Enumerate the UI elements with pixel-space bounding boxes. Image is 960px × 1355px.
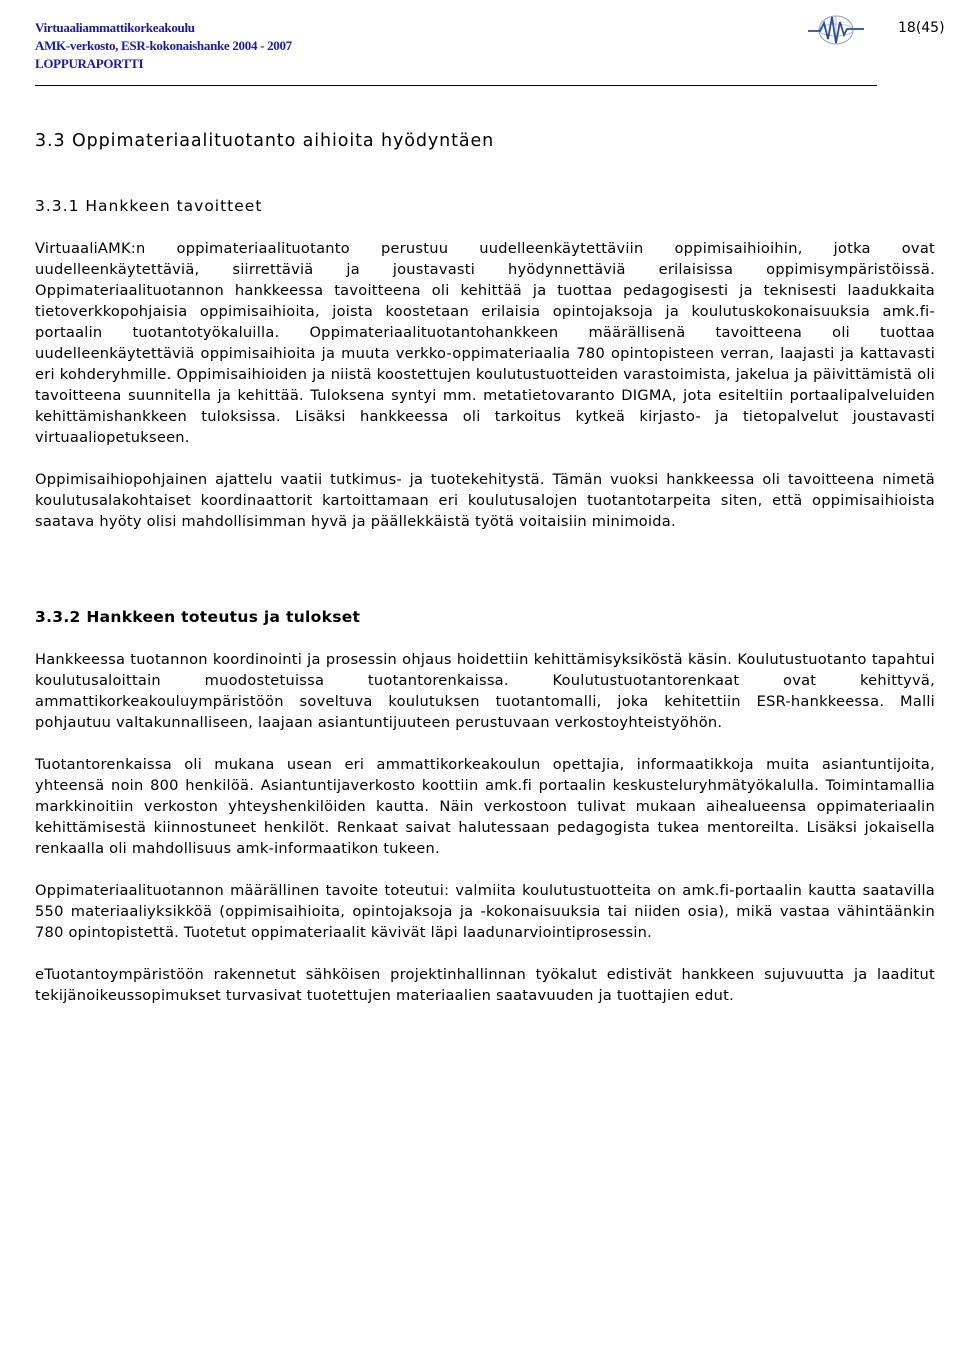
header-institution: Virtuaaliammattikorkeakoulu — [35, 20, 195, 35]
header-divider — [35, 85, 877, 86]
goals-paragraph-1: VirtuaaliAMK:n oppimateriaalituotanto perustuu uudelleenkäytettäviin oppimisaihioihin, jotka ovat uudelleenkäytettäviä, siirrettäviä ja joustavasti hyödynnettäviä erilaisissa oppimisympäristöissä. Oppimateriaalituotannon hankkeessa tavoitteena oli kehittää ja tuottaa pedagogisesti ja teknisesti laadukkaita tietoverkkopohjaisia oppimisaihioita, joista koostetaan erilaisia opintojaksoja ja koulutuskokonaisuuksia amk.fi-portaalin tuotantotyökaluilla. Oppimateriaalituotantohankkeen määrällisenä tavoitteena oli tuottaa uudelleenkäytettäviä oppimisaihioita ja muuta verkko-oppimateriaalia 780 opintopisteen verran, laajasti ja kattavasti eri kohderyhmille. Oppimisaihioiden ja niistä koostettujen koulutustuotteiden varastoimista, jakelua ja päivittämistä oli tavoitteena suunnitella ja kehittää. Tuloksena syntyi mm. metatietovaranto DIGMA, jota esiteltiin portaalipalveluiden kehittämishankkeen tuloksissa. Lisäksi hankkeessa oli tarkoitus kytkeä kirjasto- ja tietopalvelut joustavasti virtuaaliopetukseen. — [35, 240, 935, 446]
subsection-title-implementation: 3.3.2 Hankkeen toteutus ja tulokset — [35, 608, 361, 626]
implementation-paragraph-3: Oppimateriaalituotannon määrällinen tavoite toteutui: valmiita koulutustuotteita on amk.fi-portaalin kautta saatavilla 550 materiaaliyksikköä (oppimisaihioita, opintojaksoja ja -kokonaisuuksia tai niiden osia), mikä vastaa vähintäänkin 780 opintopistettä. Tuotetut oppimateriaalit kävivät läpi laadunarviointiprosessin. — [35, 882, 935, 941]
section-title: 3.3 Oppimateriaalituotanto aihioita hyödyntäen — [35, 131, 495, 151]
goals-paragraph-2: Oppimisaihiopohjainen ajattelu vaatii tutkimus- ja tuotekehitystä. Tämän vuoksi hankkeessa oli tavoitteena nimetä koulutusalakohtaiset koordinaattorit kartoittamaan eri koulutusalojen tuotantotarpeita siten, että oppimisaihioista saatava hyöty olisi mahdollisimman hyvä ja päällekkäistä työtä voitaisiin minimoida. — [35, 471, 935, 530]
implementation-paragraph-2: Tuotantorenkaissa oli mukana usean eri ammattikorkeakoulun opettajia, informaatikkoja muita asiantuntijoita, yhteensä noin 800 henkilöä. Asiantuntijaverkosto koottiin amk.fi portaalin keskusteluryhmätyökalulla. Toimintamallia markkinoitiin verkoston yhteyshenkilöiden kautta. Näin verkostoon tulivat mukaan aihealueensa oppimateriaalin kehittämisestä kiinnostuneet henkilöt. Renkaat saivat halutessaan pedagogista tukea mentoreilta. Lisäksi jokaisella renkaalla oli mahdollisuus amk-informaatikon tukeen. — [35, 756, 935, 857]
implementation-paragraph-4: eTuotantoympäristöön rakennetut sähköisen projektinhallinnan työkalut edistivät hankkeen sujuvuutta ja laaditut tekijänoikeussopimukset turvasivat tuotettujen materiaalien saatavuuden ja tuottajien edut. — [35, 966, 935, 1004]
spacer — [35, 553, 935, 605]
page-number: 18(45) — [898, 20, 945, 36]
document-body — [35, 128, 935, 1027]
subsection-title-goals: 3.3.1 Hankkeen tavoitteet — [35, 197, 263, 215]
header-project: AMK-verkosto, ESR-kokonaishanke 2004 - 2007 — [35, 38, 292, 53]
document-header — [35, 19, 292, 73]
implementation-paragraph-1: Hankkeessa tuotannon koordinointi ja prosessin ohjaus hoidettiin kehittämisyksiköstä käsin. Koulutustuotanto tapahtui koulutusaloittain muodostetuissa tuotantorenkaissa. Koulutustuotantorenkaat ovat kehittyvä, ammattikorkeakouluympäristöön soveltuva koulutuksen tuotantomalli, joka kehitettiin ESR-hankkeessa. Malli pohjautuu valtakunnalliseen, laajaan asiantuntijuuteen perustuvaan verkostoyhteistyöhön. — [35, 651, 935, 731]
header-report-type: LOPPURAPORTTI — [35, 56, 144, 71]
virtual-amk-logo-icon — [806, 10, 866, 54]
